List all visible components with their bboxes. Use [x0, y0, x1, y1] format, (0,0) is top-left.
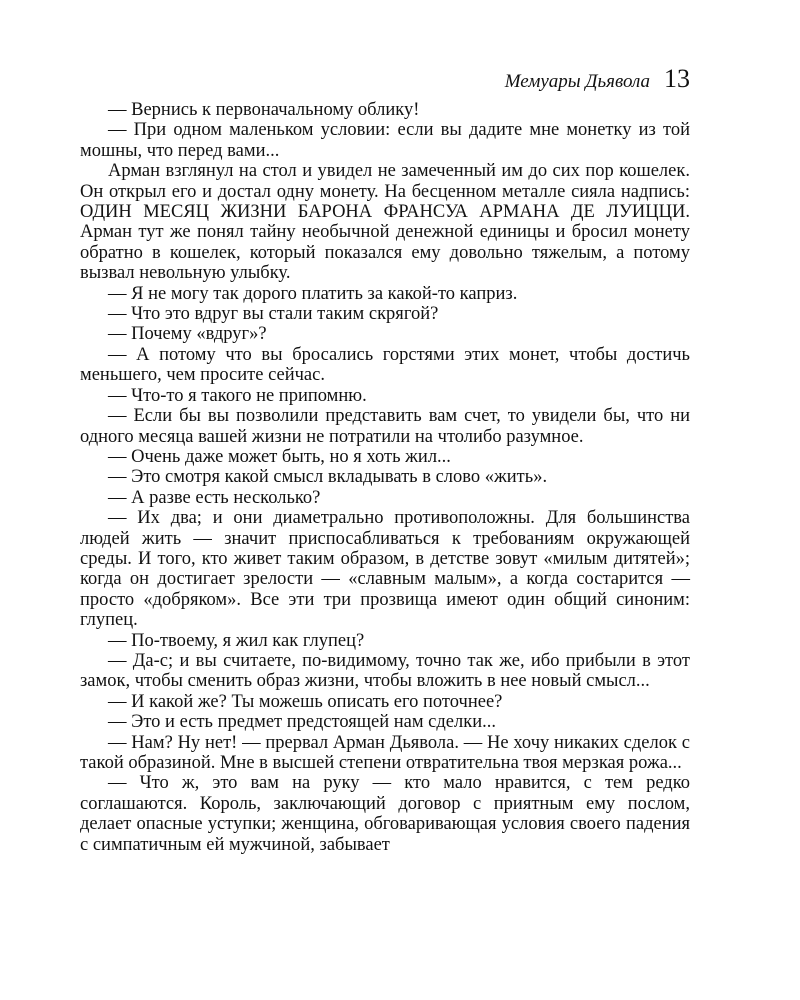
paragraph: — Нам? Ну нет! — прервал Арман Дьявола. — Не хочу никаких сделок с такой образиной. Мне в высшей степени отвратительна твоя мерзкая рожа... — [80, 732, 690, 773]
paragraph: — Почему «вдруг»? — [108, 324, 267, 345]
page-header — [80, 64, 690, 98]
paragraph: — Если бы вы позволили представить вам счет, то увидели бы, что ни одного месяца вашей жизни не потратили на чтолибо разумное. — [80, 406, 690, 447]
paragraph: — А потому что вы бросались горстями этих монет, чтобы достичь меньшего, чем просите сейчас. — [80, 344, 690, 386]
paragraph: — Что это вдруг вы стали таким скрягой? — [108, 304, 439, 325]
page-number: 13 — [664, 64, 690, 93]
paragraph: Арман взглянул на стол и увидел не замеченный им до сих пор кошелек. Он открыл его и достал одну монету. На бесценном металле сияла надпись: ОДИН МЕСЯЦ ЖИЗНИ БАРОНА ФРАНСУА АРМАНА ДЕ ЛУИЦЦИ. Арман тут же понял тайну необычной денежной единицы и бросил монету обратно в кошелек, который показался ему довольно тяжелым, а потому вызвал невольную улыбку. — [80, 161, 690, 284]
paragraph: — По-твоему, я жил как глупец? — [108, 630, 365, 651]
paragraph: — Их два; и они диаметрально противоположны. Для большинства людей жить — значит приспосабливаться к требованиям окружающей среды. И того, кто живет таким образом, в детстве зовут «милым дитятей»; когда он достигает зрелости — «славным малым», а когда состарится — просто «добряком». Все эти три прозвища имеют один общий синоним: глупец. — [80, 508, 690, 631]
paragraph: — А разве есть несколько? — [108, 487, 321, 508]
running-title: Мемуары Дьявола — [504, 71, 650, 92]
paragraph: — Что-то я такого не припомню. — [108, 385, 367, 406]
paragraph: — Вернись к первоначальному облику! — [108, 100, 420, 120]
paragraph: — Да-с; и вы считаете, по-видимому, точно так же, ибо прибыли в этот замок, чтобы сменить образ жизни, чтобы вложить в нее новый смысл... — [80, 650, 690, 692]
body-text — [80, 100, 690, 855]
paragraph: — Это смотря какой смысл вкладывать в слово «жить». — [108, 467, 548, 488]
paragraph: — И какой же? Ты можешь описать его поточнее? — [108, 691, 503, 712]
paragraph: — При одном маленьком условии: если вы дадите мне монетку из той мошны, что перед вами... — [80, 120, 690, 161]
paragraph: — Это и есть предмет предстоящей нам сделки... — [108, 712, 497, 733]
paragraph: — Очень даже может быть, но я хоть жил... — [108, 446, 451, 467]
paragraph: — Я не могу так дорого платить за какой-то каприз. — [108, 283, 518, 304]
paragraph: — Что ж, это вам на руку — кто мало нравится, с тем редко соглашаются. Король, заключающий договор с приятным ему послом, делает опасные уступки; женщина, обговаривающая условия своего падения с симпатичным ей мужчиной, забывает — [80, 773, 690, 855]
